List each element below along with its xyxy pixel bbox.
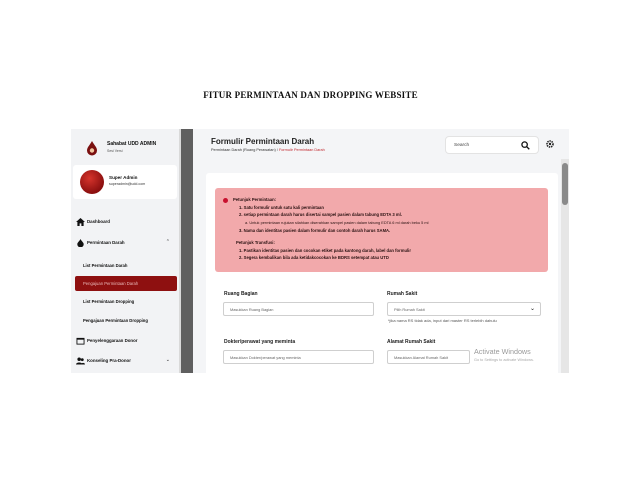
transfusion-line: 2. Segera kembalikan bila ada ketidakcocokan ke BDRS setempat atau UTD xyxy=(239,255,389,260)
sidebar-item-penyelenggaraan-donor[interactable] xyxy=(71,333,179,349)
sidebar-subitem-pengajuan-permintaan-dropping[interactable] xyxy=(75,313,177,328)
user-email: superadmin@udd.com xyxy=(109,182,146,186)
sidebar-item-label: Penyelenggaraan Donor xyxy=(87,338,138,343)
ruang-bagian-label: Ruang Bagian xyxy=(224,291,258,297)
instruction-line: 1. Satu formulir untuk satu kali permintaan xyxy=(239,205,324,210)
home-icon xyxy=(76,218,85,226)
document-heading: FITUR PERMINTAAN DAN DROPPING WEBSITE xyxy=(203,90,418,100)
calendar-icon xyxy=(76,337,85,345)
rumah-sakit-hint: *jika nama RS tidak ada, input dari master RS terlebih dahulu xyxy=(388,318,497,323)
blood-drop-icon xyxy=(76,239,85,247)
instructions-alert xyxy=(215,188,548,272)
sidebar-subitem-list-permintaan-dropping[interactable] xyxy=(75,294,177,309)
users-icon xyxy=(76,357,85,365)
search-icon[interactable] xyxy=(521,141,530,150)
sidebar-item-label: Dashboard xyxy=(87,219,110,224)
search-input[interactable] xyxy=(445,136,539,154)
sidebar-item-konseling-pra-donor[interactable] xyxy=(71,353,179,369)
alamat-label: Alamat Rumah Sakit xyxy=(387,339,436,345)
watermark-title: Activate Windows xyxy=(474,347,531,356)
breadcrumb-current: Formulir Permintaan Darah xyxy=(278,148,325,152)
sidebar-item-label: Konseling Pra-Donor xyxy=(87,358,131,363)
rumah-sakit-select[interactable] xyxy=(387,302,541,316)
sidebar-subitem-pengajuan-permintaan-darah[interactable] xyxy=(75,276,177,291)
input-placeholder: Masukkan Ruang Bagian xyxy=(230,307,274,312)
sidebar-item-label: Permintaan Darah xyxy=(87,240,125,245)
sidebar-subitem-label: Pengajuan Permintaan Dropping xyxy=(83,318,148,323)
instructions-title: Petunjuk Permintaan: xyxy=(233,197,277,202)
instruction-line: 3. Nama dan identitas pasien dalam formulir dan contoh darah harus SAMA. xyxy=(239,228,391,233)
breadcrumb-base[interactable]: Permintaan Darah (Ruang Perawatan) xyxy=(211,148,276,152)
sidebar-subitem-label: List Permintaan Dropping xyxy=(83,299,135,304)
sidebar-splitter[interactable] xyxy=(181,129,193,373)
blood-drop-logo-icon xyxy=(85,140,99,156)
transfusion-line: 1. Pastikan identitas pasien dan cocokan etiket pada kantong darah, label dan formulir xyxy=(239,248,411,253)
brand-name: Sahabat UDD ADMIN xyxy=(107,141,157,147)
brand[interactable] xyxy=(77,138,177,160)
rumah-sakit-label: Rumah Sakit xyxy=(387,291,418,297)
sidebar-subitem-list-permintaan-darah[interactable] xyxy=(75,258,177,273)
sidebar-subitem-label: List Permintaan Darah xyxy=(83,263,128,268)
chevron-up-icon: ⌃ xyxy=(165,239,170,245)
gear-icon[interactable] xyxy=(545,139,555,149)
sidebar-subitem-label: Pengajuan Permintaan Darah xyxy=(83,281,139,286)
page-title: Formulir Permintaan Darah xyxy=(211,137,315,146)
sidebar-item-dashboard[interactable] xyxy=(71,214,179,230)
alamat-input[interactable] xyxy=(387,350,470,364)
sidebar xyxy=(71,129,179,373)
app-screenshot xyxy=(71,129,569,373)
dokter-input[interactable] xyxy=(223,350,374,364)
chevron-down-icon: ⌄ xyxy=(529,306,535,312)
form-card xyxy=(206,173,558,373)
instruction-line: a. Untuk permintaan rujukan silahkan diserahkan sampel pasien dalam tabung EDTA 6 ml darah beku 5 ml xyxy=(245,220,429,225)
avatar xyxy=(80,170,104,194)
sidebar-item-permintaan-darah[interactable] xyxy=(71,235,179,251)
brand-version: Sesi Versi xyxy=(107,149,123,153)
instruction-line: 2. setiap permintaan darah harus disertai sampel pasien dalam tabung EDTA 3 ml. xyxy=(239,212,402,217)
select-placeholder: Pilih Rumah Sakit xyxy=(394,307,425,312)
main-content xyxy=(193,129,569,373)
watermark-subtitle: Go to Settings to activate Windows. xyxy=(474,358,534,362)
input-placeholder: Masukkan Dokter/perawat yang meminta xyxy=(230,355,301,360)
user-card[interactable] xyxy=(73,165,177,199)
transfusion-title: Petunjuk Transfusi: xyxy=(236,240,275,245)
ruang-bagian-input[interactable] xyxy=(223,302,374,316)
search-placeholder: Search xyxy=(454,143,470,148)
activate-windows-watermark xyxy=(474,347,534,362)
alert-dot-icon xyxy=(223,198,228,203)
scrollbar[interactable] xyxy=(561,159,569,373)
breadcrumb-separator: / xyxy=(275,148,279,152)
breadcrumb xyxy=(211,148,325,152)
chevron-down-icon: ⌄ xyxy=(165,357,170,363)
input-placeholder: Masukkan Alamat Rumah Sakit xyxy=(394,355,449,360)
user-name: Super Admin xyxy=(109,175,138,180)
dokter-label: Dokter/perawat yang meminta xyxy=(224,339,296,345)
scrollbar-thumb[interactable] xyxy=(562,163,568,205)
